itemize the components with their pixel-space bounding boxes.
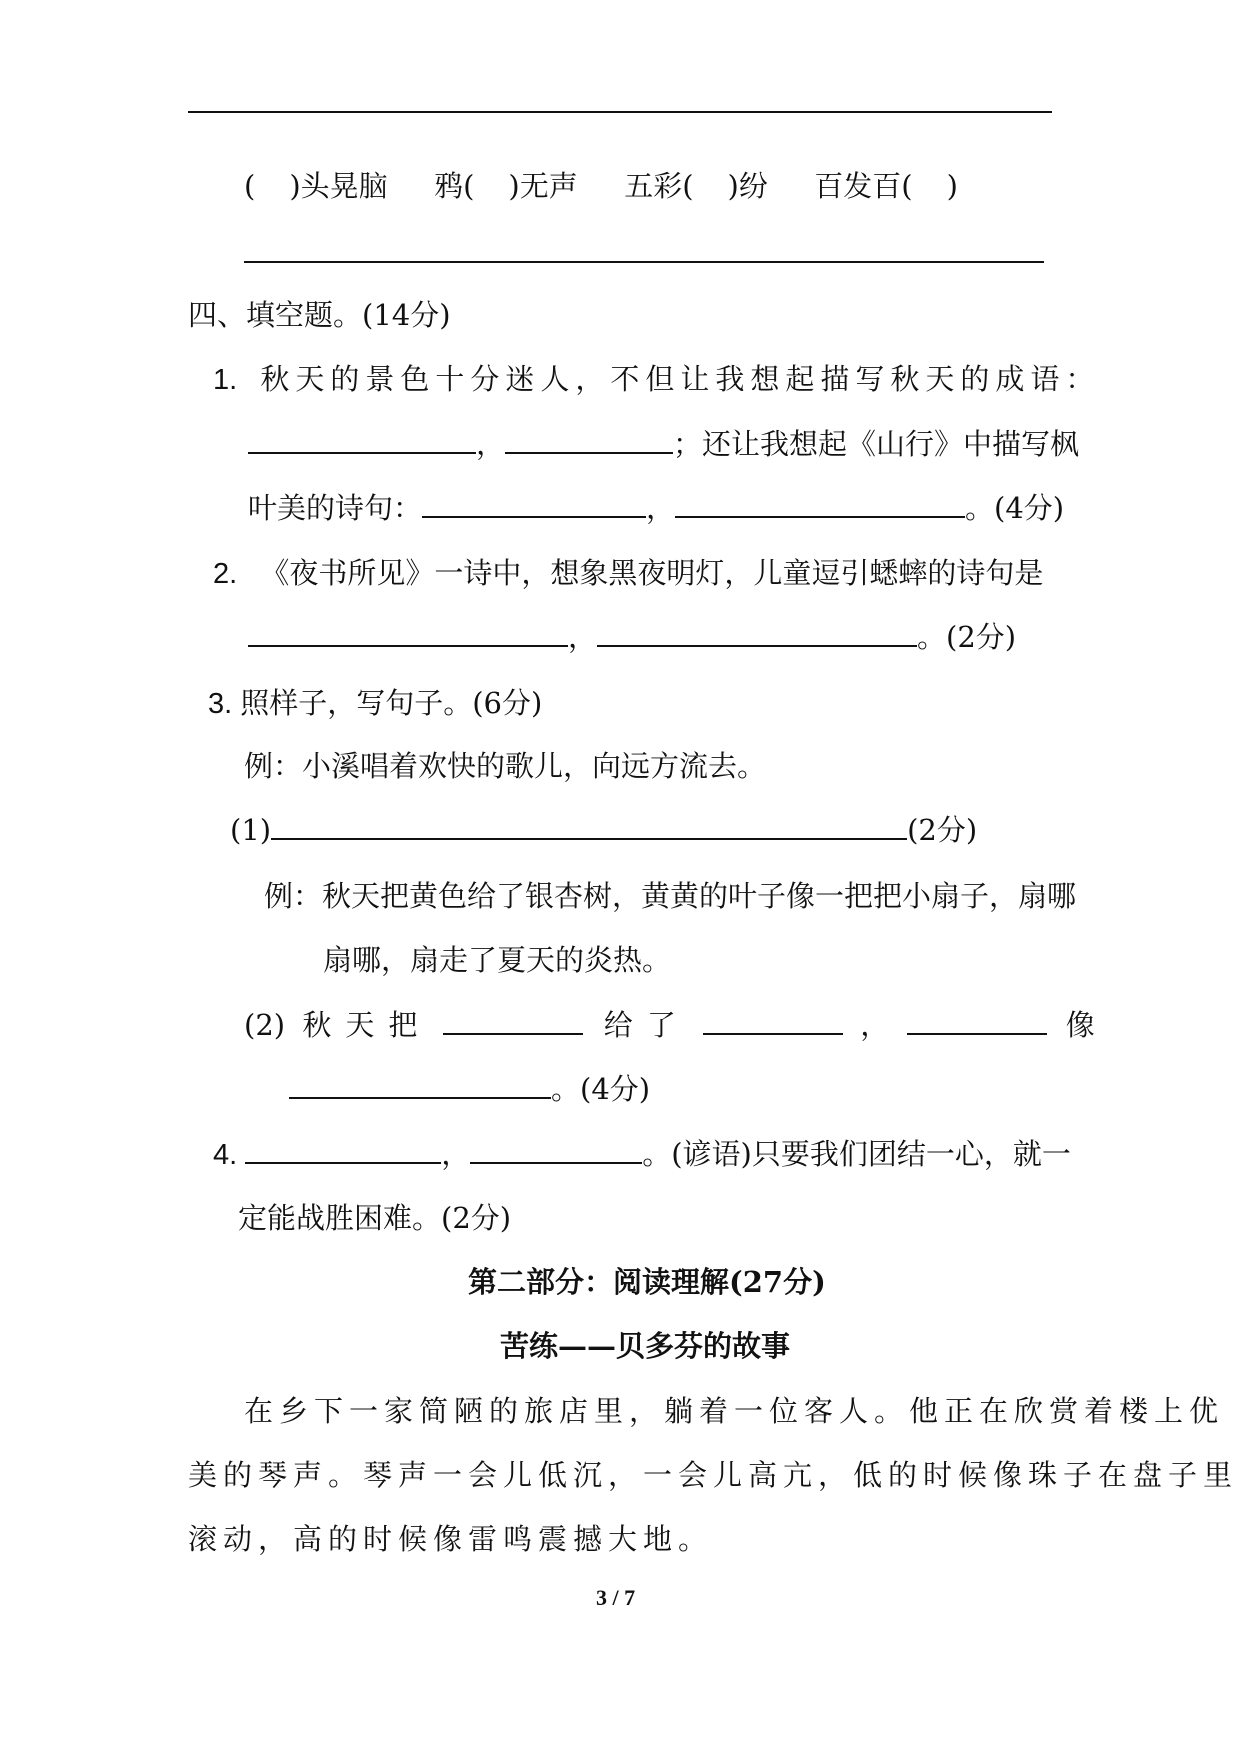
idiom-4: 百发百( ) (814, 169, 958, 203)
q3-sub1-blank[interactable] (271, 810, 907, 840)
header-rule (188, 111, 1052, 113)
idiom-3: 五彩( )纷 (624, 169, 768, 203)
story-para-line3: 滚动，高的时候像雷鸣震撼大地。 (188, 1522, 714, 1556)
q1-number: 1. (213, 364, 238, 396)
q3-sub2-blank-3[interactable] (907, 1005, 1047, 1035)
q2-blank-1[interactable] (248, 617, 568, 647)
q1-blank-4[interactable] (675, 488, 965, 518)
q3-sub2-line1: (2) 秋 天 把 给 了 ， 像 (244, 1005, 1095, 1045)
q2-number: 2. (213, 558, 238, 590)
q2-line1: 2. 《夜书所见》一诗中，想象黑夜明灯，儿童逗引蟋蟀的诗句是 (213, 556, 1044, 590)
story-title: 苦练——贝多芬的故事 (500, 1329, 791, 1363)
q4-blank-1[interactable] (245, 1134, 441, 1164)
q4-number: 4. (213, 1139, 238, 1171)
part2-title: 第二部分：阅读理解(27分) (468, 1265, 826, 1299)
section-title: 四、填空题。(14分) (188, 298, 451, 332)
q3-sub2-line2: 。(4分) (289, 1069, 650, 1109)
q1-line3: 叶美的诗句： ， 。(4分) (248, 488, 1064, 528)
q1-blank-3[interactable] (422, 488, 646, 518)
q1-line1: 1. 秋天的景色十分迷人，不但让我想起描写秋天的成语： (213, 362, 1101, 396)
idiom-2: 鸦( )无声 (434, 169, 578, 203)
q3-sub1: (1) (2分) (230, 810, 977, 850)
q3-title: 3. 照样子，写句子。(6分) (208, 686, 543, 720)
q1-line2: ， ；还让我想起《山行》中描写枫 (248, 424, 1079, 464)
story-para-line2: 美的琴声。琴声一会儿低沉，一会儿高亢，低的时候像珠子在盘子里 (188, 1458, 1239, 1492)
idiom-1: ( )头晃脑 (244, 169, 388, 203)
idiom-row (244, 166, 958, 206)
q2-blank-2[interactable] (597, 617, 917, 647)
q3-example-2-line1: 例：秋天把黄色给了银杏树，黄黄的叶子像一把把小扇子，扇哪 (264, 879, 1077, 913)
q3-number: 3. (208, 688, 233, 720)
q3-sub2-blank-4[interactable] (289, 1069, 551, 1099)
q3-example-2-line2: 扇哪，扇走了夏天的炎热。 (323, 943, 672, 977)
q3-sub2-blank-2[interactable] (703, 1005, 843, 1035)
q4-line1: 4. ， 。(谚语)只要我们团结一心，就一 (213, 1134, 1071, 1175)
q2-line2: ， 。(2分) (248, 617, 1016, 657)
q3-sub2-blank-1[interactable] (443, 1005, 583, 1035)
q1-blank-1[interactable] (248, 424, 476, 454)
q3-example-1: 例：小溪唱着欢快的歌儿，向远方流去。 (244, 749, 767, 783)
q1-blank-2[interactable] (505, 424, 673, 454)
idiom-answer-line[interactable] (244, 261, 1044, 263)
story-para-line1: 在乡下一家简陋的旅店里，躺着一位客人。他正在欣赏着楼上优 (244, 1394, 1225, 1428)
q4-blank-2[interactable] (470, 1134, 642, 1164)
page-number: 3 / 7 (596, 1585, 636, 1610)
q4-line2: 定能战胜困难。(2分) (238, 1201, 512, 1235)
